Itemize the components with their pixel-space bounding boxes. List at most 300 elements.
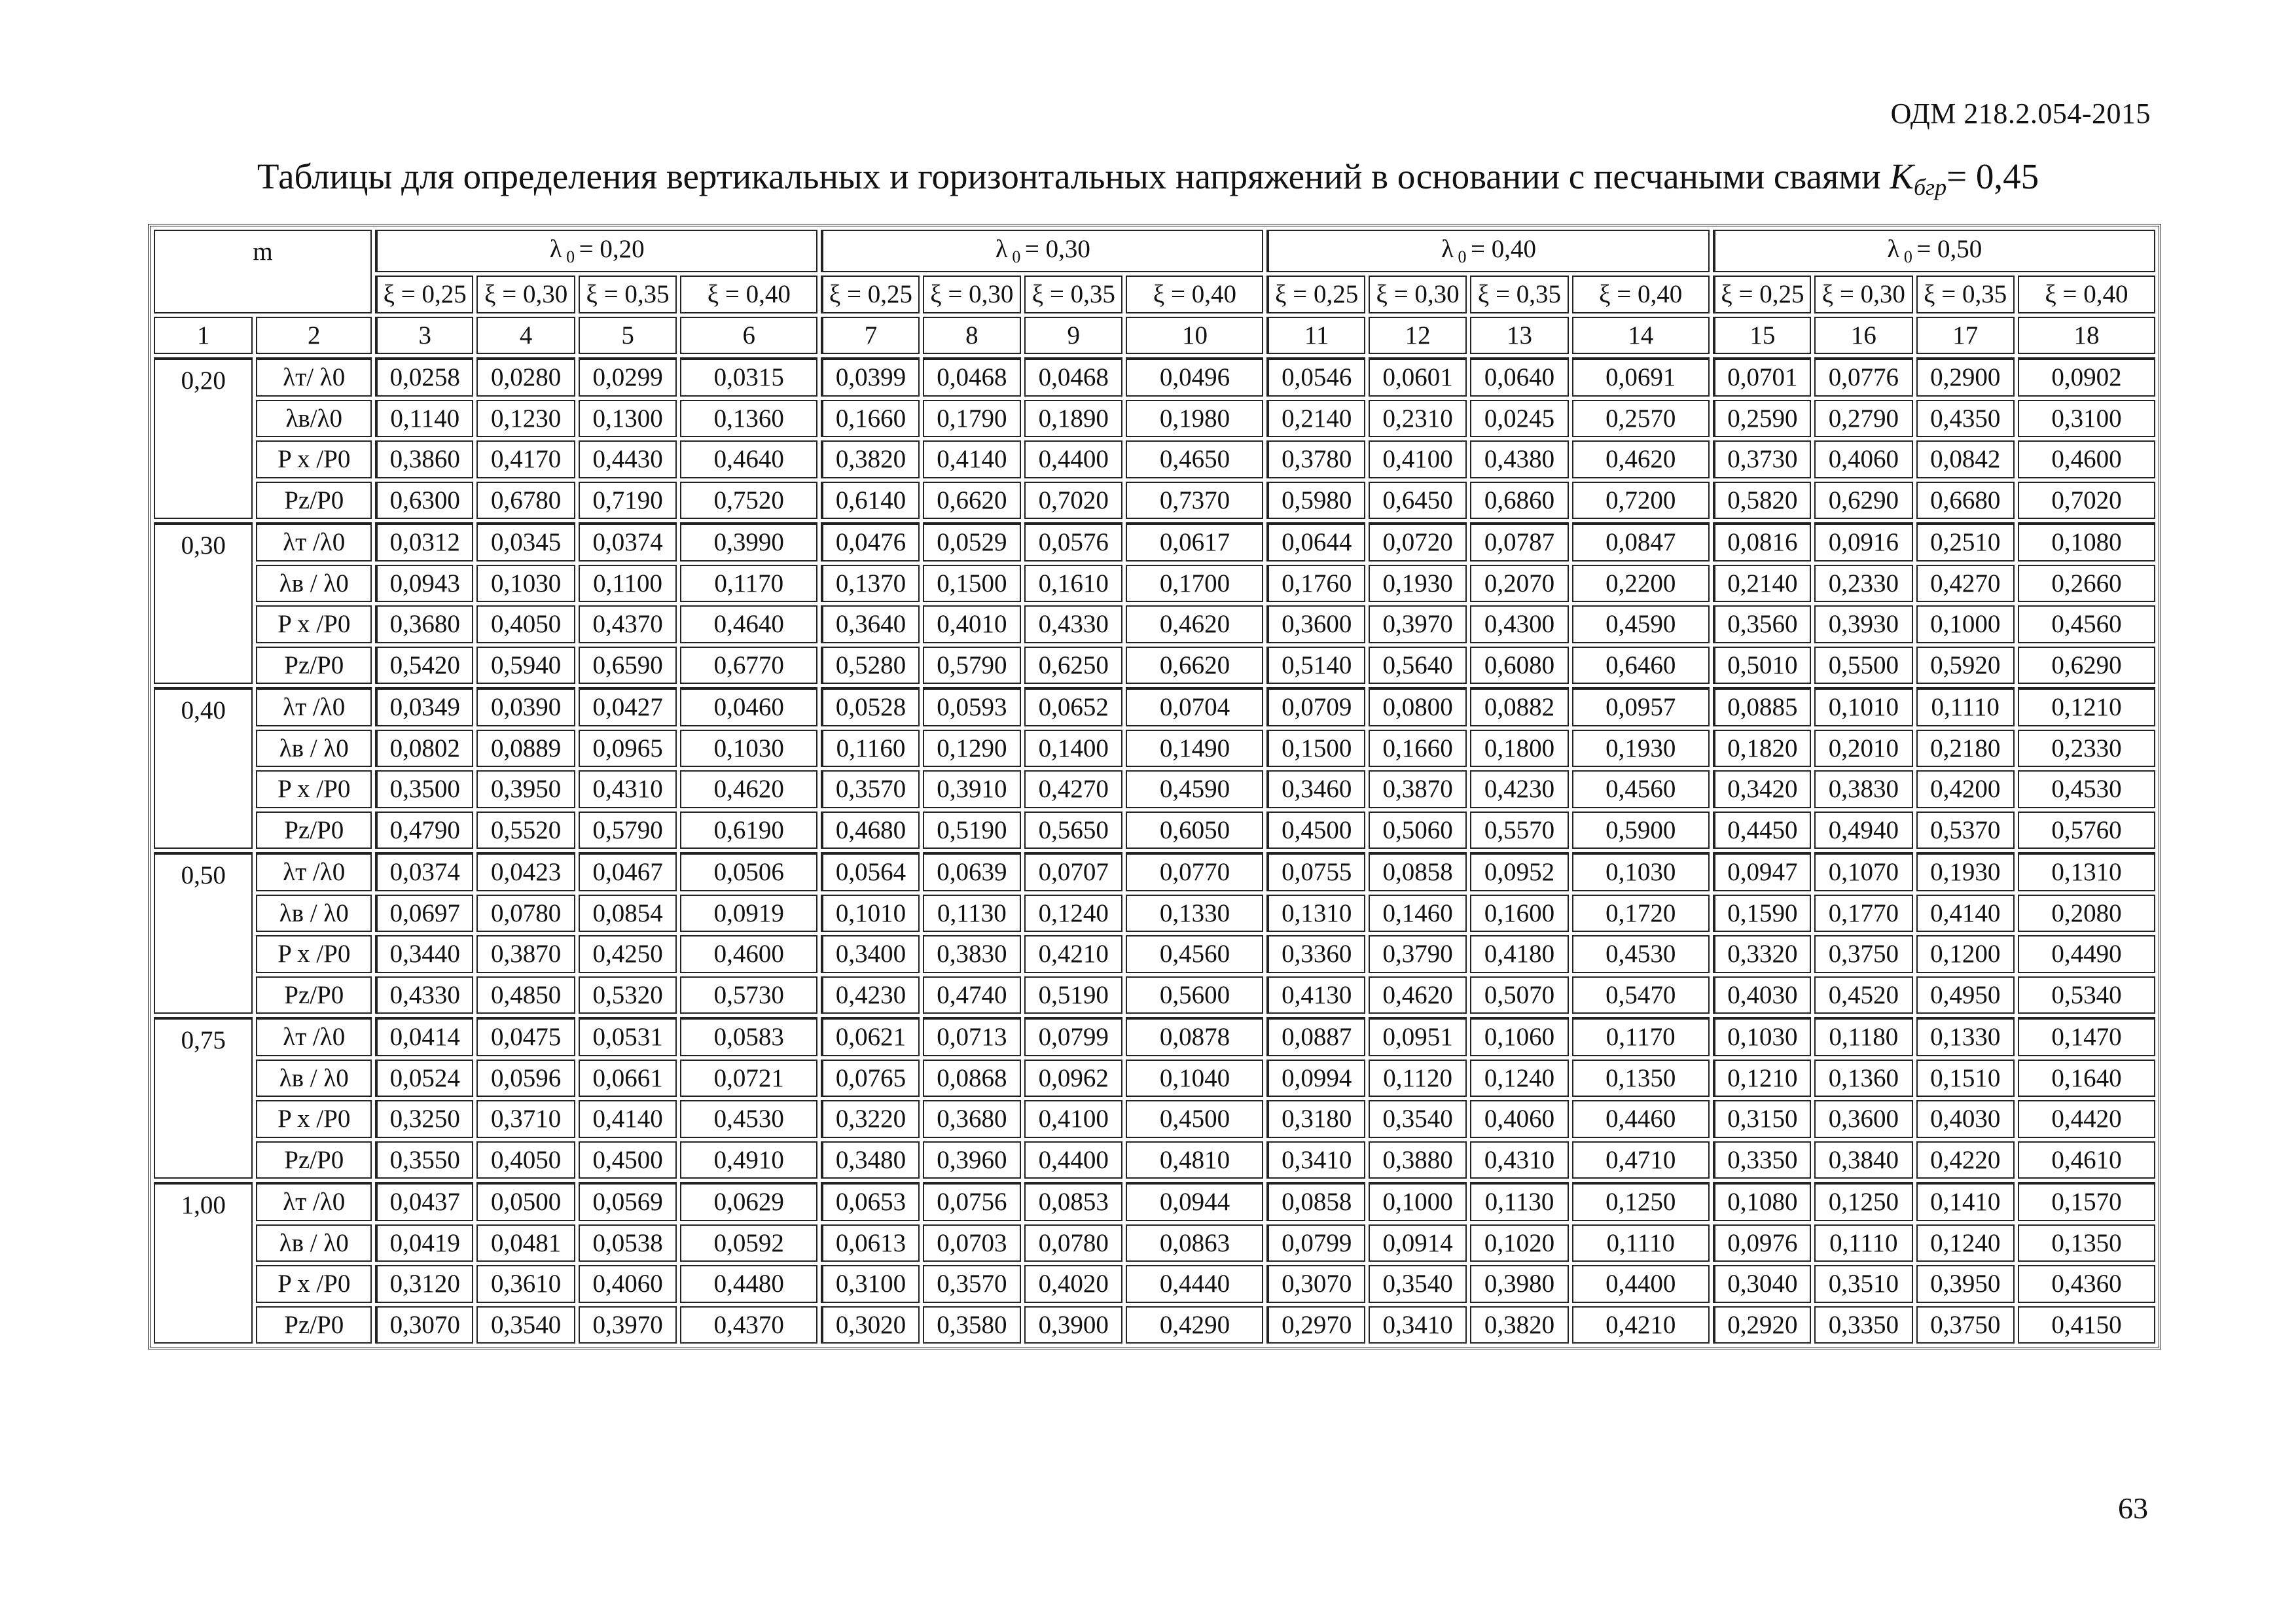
value-cell: 0,1640 <box>2018 1060 2155 1097</box>
row-label-cell: Pz/P0 <box>256 647 372 684</box>
column-number-cell: 8 <box>923 317 1021 354</box>
value-cell: 0,0902 <box>2018 357 2155 397</box>
value-cell: 0,3820 <box>1470 1306 1568 1344</box>
value-cell: 0,3100 <box>2018 400 2155 437</box>
value-cell: 0,4360 <box>2018 1265 2155 1302</box>
lambda-group-value: = 0,50 <box>1916 235 1982 264</box>
xi-header-cell: ξ = 0,35 <box>1470 276 1568 313</box>
lambda-group-header <box>821 230 1263 272</box>
m-value-cell: 0,75 <box>154 1017 253 1179</box>
value-cell: 0,6190 <box>680 812 817 849</box>
value-cell: 0,1140 <box>375 400 473 437</box>
value-cell: 0,4010 <box>923 605 1021 643</box>
value-cell: 0,3480 <box>821 1141 919 1179</box>
value-cell: 0,0644 <box>1266 522 1365 562</box>
row-label-cell: λв/λ0 <box>256 400 372 437</box>
value-cell: 0,0639 <box>923 852 1021 891</box>
value-cell: 0,3360 <box>1266 935 1365 972</box>
value-cell: 0,0847 <box>1572 522 1710 562</box>
value-cell: 0,0962 <box>1024 1060 1122 1097</box>
value-cell: 0,3320 <box>1713 935 1811 972</box>
value-cell: 0,0878 <box>1126 1017 1263 1056</box>
value-cell: 0,5790 <box>579 812 677 849</box>
table-row <box>154 1265 2155 1302</box>
table-row <box>154 605 2155 643</box>
value-cell: 0,4330 <box>375 976 473 1014</box>
value-cell: 0,0707 <box>1024 852 1122 891</box>
value-cell: 0,2590 <box>1713 400 1811 437</box>
value-cell: 0,0299 <box>579 357 677 397</box>
value-cell: 0,2140 <box>1713 565 1811 602</box>
value-cell: 0,2310 <box>1369 400 1467 437</box>
value-cell: 0,1350 <box>1572 1060 1710 1097</box>
row-label-cell: P x /P0 <box>256 1265 372 1302</box>
value-cell: 0,1330 <box>1126 895 1263 932</box>
value-cell: 0,0390 <box>476 687 575 726</box>
value-cell: 0,6860 <box>1470 482 1568 519</box>
column-number-cell: 4 <box>476 317 575 354</box>
value-cell: 0,3250 <box>375 1100 473 1137</box>
value-cell: 0,3910 <box>923 770 1021 808</box>
value-cell: 0,0709 <box>1266 687 1365 726</box>
value-cell: 0,1610 <box>1024 565 1122 602</box>
value-cell: 0,3550 <box>375 1141 473 1179</box>
value-cell: 0,0601 <box>1369 357 1467 397</box>
value-cell: 0,2510 <box>1916 522 2015 562</box>
value-cell: 0,1770 <box>1814 895 1912 932</box>
value-cell: 0,4150 <box>2018 1306 2155 1344</box>
k-coefficient-value: = 0,45 <box>1946 156 2039 196</box>
value-cell: 0,1130 <box>1470 1182 1568 1221</box>
value-cell: 0,1500 <box>923 565 1021 602</box>
value-cell: 0,3410 <box>1369 1306 1467 1344</box>
value-cell: 0,4620 <box>1369 976 1467 1014</box>
value-cell: 0,0887 <box>1266 1017 1365 1056</box>
value-cell: 0,3540 <box>1369 1100 1467 1137</box>
value-cell: 0,4230 <box>821 976 919 1014</box>
value-cell: 0,5730 <box>680 976 817 1014</box>
value-cell: 0,1350 <box>2018 1224 2155 1262</box>
value-cell: 0,5650 <box>1024 812 1122 849</box>
table-row <box>154 730 2155 767</box>
value-cell: 0,3640 <box>821 605 919 643</box>
value-cell: 0,0569 <box>579 1182 677 1221</box>
value-cell: 0,0919 <box>680 895 817 932</box>
value-cell: 0,3540 <box>1369 1265 1467 1302</box>
value-cell: 0,1370 <box>821 565 919 602</box>
value-cell: 0,0842 <box>1916 440 2015 478</box>
value-cell: 0,3600 <box>1814 1100 1912 1137</box>
value-cell: 0,4420 <box>2018 1100 2155 1137</box>
row-label-cell: P x /P0 <box>256 440 372 478</box>
value-cell: 0,3040 <box>1713 1265 1811 1302</box>
xi-header-cell: ξ = 0,25 <box>1266 276 1365 313</box>
value-cell: 0,0280 <box>476 357 575 397</box>
value-cell: 0,0506 <box>680 852 817 891</box>
value-cell: 0,3540 <box>476 1306 575 1344</box>
value-cell: 0,2660 <box>2018 565 2155 602</box>
value-cell: 0,4500 <box>579 1141 677 1179</box>
value-cell: 0,1310 <box>1266 895 1365 932</box>
value-cell: 0,0853 <box>1024 1182 1122 1221</box>
value-cell: 0,1070 <box>1814 852 1912 891</box>
value-cell: 0,1250 <box>1572 1182 1710 1221</box>
header-row-xi <box>154 276 2155 313</box>
table-row <box>154 812 2155 849</box>
value-cell: 0,5500 <box>1814 647 1912 684</box>
value-cell: 0,3350 <box>1814 1306 1912 1344</box>
table-row <box>154 357 2155 397</box>
value-cell: 0,3990 <box>680 522 817 562</box>
value-cell: 0,5600 <box>1126 976 1263 1014</box>
row-label-cell: λт /λ0 <box>256 1017 372 1056</box>
value-cell: 0,0780 <box>1024 1224 1122 1262</box>
value-cell: 0,4050 <box>476 1141 575 1179</box>
value-cell: 0,0475 <box>476 1017 575 1056</box>
value-cell: 0,1930 <box>1369 565 1467 602</box>
value-cell: 0,4530 <box>2018 770 2155 808</box>
value-cell: 0,4680 <box>821 812 919 849</box>
value-cell: 0,1410 <box>1916 1182 2015 1221</box>
value-cell: 0,6780 <box>476 482 575 519</box>
xi-header-cell: ξ = 0,25 <box>375 276 473 313</box>
value-cell: 0,3180 <box>1266 1100 1365 1137</box>
value-cell: 0,0858 <box>1369 852 1467 891</box>
value-cell: 0,0914 <box>1369 1224 1467 1262</box>
row-label-cell: λв / λ0 <box>256 895 372 932</box>
lambda-group-header <box>375 230 817 272</box>
value-cell: 0,5190 <box>923 812 1021 849</box>
value-cell: 0,0721 <box>680 1060 817 1097</box>
value-cell: 0,3930 <box>1814 605 1912 643</box>
lambda-subscript: 0 <box>562 247 579 267</box>
value-cell: 0,3510 <box>1814 1265 1912 1302</box>
value-cell: 0,0976 <box>1713 1224 1811 1262</box>
value-cell: 0,5280 <box>821 647 919 684</box>
value-cell: 0,0802 <box>375 730 473 767</box>
value-cell: 0,3440 <box>375 935 473 972</box>
value-cell: 0,4060 <box>1470 1100 1568 1137</box>
value-cell: 0,5470 <box>1572 976 1710 1014</box>
value-cell: 0,4370 <box>579 605 677 643</box>
value-cell: 0,1460 <box>1369 895 1467 932</box>
xi-header-cell: ξ = 0,40 <box>1572 276 1710 313</box>
value-cell: 0,1130 <box>923 895 1021 932</box>
row-label-cell: λв / λ0 <box>256 1060 372 1097</box>
value-cell: 0,4140 <box>923 440 1021 478</box>
value-cell: 0,4200 <box>1916 770 2015 808</box>
value-cell: 0,0770 <box>1126 852 1263 891</box>
value-cell: 0,1930 <box>1572 730 1710 767</box>
value-cell: 0,6050 <box>1126 812 1263 849</box>
value-cell: 0,1170 <box>680 565 817 602</box>
xi-header-cell: ξ = 0,40 <box>680 276 817 313</box>
value-cell: 0,0437 <box>375 1182 473 1221</box>
table-row <box>154 440 2155 478</box>
value-cell: 0,2140 <box>1266 400 1365 437</box>
value-cell: 0,3980 <box>1470 1265 1568 1302</box>
value-cell: 0,0524 <box>375 1060 473 1097</box>
column-number-cell: 3 <box>375 317 473 354</box>
column-number-cell: 17 <box>1916 317 2015 354</box>
value-cell: 0,0576 <box>1024 522 1122 562</box>
value-cell: 0,7020 <box>1024 482 1122 519</box>
xi-header-cell: ξ = 0,40 <box>1126 276 1263 313</box>
value-cell: 0,0756 <box>923 1182 1021 1221</box>
value-cell: 0,2180 <box>1916 730 2015 767</box>
value-cell: 0,3780 <box>1266 440 1365 478</box>
value-cell: 0,1310 <box>2018 852 2155 891</box>
table-row <box>154 522 2155 562</box>
value-cell: 0,5070 <box>1470 976 1568 1014</box>
value-cell: 0,4520 <box>1814 976 1912 1014</box>
value-cell: 0,6290 <box>2018 647 2155 684</box>
value-cell: 0,6770 <box>680 647 817 684</box>
value-cell: 0,6680 <box>1916 482 2015 519</box>
value-cell: 0,4740 <box>923 976 1021 1014</box>
value-cell: 0,0315 <box>680 357 817 397</box>
value-cell: 0,1250 <box>1814 1182 1912 1221</box>
value-cell: 0,1080 <box>2018 522 2155 562</box>
value-cell: 0,1010 <box>821 895 919 932</box>
value-cell: 0,4300 <box>1470 605 1568 643</box>
value-cell: 0,1010 <box>1814 687 1912 726</box>
lambda-subscript: 0 <box>1007 247 1025 267</box>
value-cell: 0,4310 <box>1470 1141 1568 1179</box>
value-cell: 0,0583 <box>680 1017 817 1056</box>
value-cell: 0,4230 <box>1470 770 1568 808</box>
value-cell: 0,3970 <box>579 1306 677 1344</box>
value-cell: 0,4140 <box>579 1100 677 1137</box>
table-row <box>154 1060 2155 1097</box>
value-cell: 0,4210 <box>1024 935 1122 972</box>
column-number-cell: 18 <box>2018 317 2155 354</box>
value-cell: 0,4590 <box>1126 770 1263 808</box>
value-cell: 0,0889 <box>476 730 575 767</box>
value-cell: 0,0427 <box>579 687 677 726</box>
value-cell: 0,3710 <box>476 1100 575 1137</box>
value-cell: 0,2900 <box>1916 357 2015 397</box>
value-cell: 0,1080 <box>1713 1182 1811 1221</box>
value-cell: 0,3460 <box>1266 770 1365 808</box>
value-cell: 0,0468 <box>923 357 1021 397</box>
value-cell: 0,1300 <box>579 400 677 437</box>
value-cell: 0,4480 <box>680 1265 817 1302</box>
value-cell: 0,1160 <box>821 730 919 767</box>
value-cell: 0,5820 <box>1713 482 1811 519</box>
value-cell: 0,4530 <box>1572 935 1710 972</box>
value-cell: 0,3500 <box>375 770 473 808</box>
value-cell: 0,1930 <box>1916 852 2015 891</box>
value-cell: 0,0951 <box>1369 1017 1467 1056</box>
value-cell: 0,0593 <box>923 687 1021 726</box>
value-cell: 0,4560 <box>1572 770 1710 808</box>
table-row <box>154 770 2155 808</box>
value-cell: 0,4050 <box>476 605 575 643</box>
table-row <box>154 1182 2155 1221</box>
m-value-cell: 1,00 <box>154 1182 253 1344</box>
value-cell: 0,4030 <box>1916 1100 2015 1137</box>
value-cell: 0,0349 <box>375 687 473 726</box>
value-cell: 0,3680 <box>923 1100 1021 1137</box>
value-cell: 0,0713 <box>923 1017 1021 1056</box>
value-cell: 0,4130 <box>1266 976 1365 1014</box>
value-cell: 0,6300 <box>375 482 473 519</box>
lambda-group-header <box>1713 230 2155 272</box>
value-cell: 0,5060 <box>1369 812 1467 849</box>
row-label-cell: λт /λ0 <box>256 522 372 562</box>
value-cell: 0,4560 <box>2018 605 2155 643</box>
xi-header-cell: ξ = 0,35 <box>1024 276 1122 313</box>
value-cell: 0,0399 <box>821 357 919 397</box>
xi-header-cell: ξ = 0,30 <box>1369 276 1467 313</box>
value-cell: 0,3870 <box>476 935 575 972</box>
xi-header-cell: ξ = 0,30 <box>476 276 575 313</box>
value-cell: 0,1400 <box>1024 730 1122 767</box>
table-row <box>154 400 2155 437</box>
value-cell: 0,1020 <box>1470 1224 1568 1262</box>
table-row <box>154 1100 2155 1137</box>
value-cell: 0,5190 <box>1024 976 1122 1014</box>
lambda-group-value: = 0,40 <box>1471 235 1537 264</box>
value-cell: 0,7020 <box>2018 482 2155 519</box>
value-cell: 0,0629 <box>680 1182 817 1221</box>
value-cell: 0,0799 <box>1266 1224 1365 1262</box>
value-cell: 0,6250 <box>1024 647 1122 684</box>
value-cell: 0,2070 <box>1470 565 1568 602</box>
value-cell: 0,4370 <box>680 1306 817 1344</box>
value-cell: 0,4400 <box>1024 1141 1122 1179</box>
row-label-cell: Pz/P0 <box>256 1141 372 1179</box>
table-row <box>154 895 2155 932</box>
column-number-cell: 15 <box>1713 317 1811 354</box>
k-coefficient-subscript: бгр <box>1913 174 1947 200</box>
value-cell: 0,3410 <box>1266 1141 1365 1179</box>
value-cell: 0,1890 <box>1024 400 1122 437</box>
value-cell: 0,4330 <box>1024 605 1122 643</box>
value-cell: 0,6620 <box>1126 647 1263 684</box>
page-title-text: Таблицы для определения вертикальных и горизонтальных напряжений в основании с песчаными сваями <box>257 156 1881 196</box>
value-cell: 0,1040 <box>1126 1060 1263 1097</box>
value-cell: 0,5570 <box>1470 812 1568 849</box>
value-cell: 0,0704 <box>1126 687 1263 726</box>
value-cell: 0,0765 <box>821 1060 919 1097</box>
value-cell: 0,4400 <box>1024 440 1122 478</box>
value-cell: 0,0994 <box>1266 1060 1365 1097</box>
value-cell: 0,3750 <box>1916 1306 2015 1344</box>
value-cell: 0,0854 <box>579 895 677 932</box>
value-cell: 0,4810 <box>1126 1141 1263 1179</box>
value-cell: 0,3830 <box>923 935 1021 972</box>
value-cell: 0,2920 <box>1713 1306 1811 1344</box>
value-cell: 0,4650 <box>1126 440 1263 478</box>
value-cell: 0,3680 <box>375 605 473 643</box>
value-cell: 0,3820 <box>821 440 919 478</box>
row-label-cell: P x /P0 <box>256 935 372 972</box>
value-cell: 0,4500 <box>1266 812 1365 849</box>
value-cell: 0,7200 <box>1572 482 1710 519</box>
value-cell: 0,5320 <box>579 976 677 1014</box>
value-cell: 0,4100 <box>1024 1100 1122 1137</box>
stress-table <box>148 224 2161 1349</box>
xi-header-cell: ξ = 0,40 <box>2018 276 2155 313</box>
header-row-lambda <box>154 230 2155 272</box>
table-row <box>154 935 2155 972</box>
column-number-cell: 14 <box>1572 317 1710 354</box>
value-cell: 0,0787 <box>1470 522 1568 562</box>
value-cell: 0,3610 <box>476 1265 575 1302</box>
value-cell: 0,3970 <box>1369 605 1467 643</box>
value-cell: 0,4590 <box>1572 605 1710 643</box>
value-cell: 0,4270 <box>1916 565 2015 602</box>
value-cell: 0,1210 <box>2018 687 2155 726</box>
value-cell: 0,4460 <box>1572 1100 1710 1137</box>
value-cell: 0,0858 <box>1266 1182 1365 1221</box>
value-cell: 0,0882 <box>1470 687 1568 726</box>
value-cell: 0,0885 <box>1713 687 1811 726</box>
value-cell: 0,0481 <box>476 1224 575 1262</box>
value-cell: 0,5920 <box>1916 647 2015 684</box>
m-value-cell: 0,50 <box>154 852 253 1014</box>
lambda-symbol: λ <box>1441 235 1454 264</box>
lambda-group-value: = 0,20 <box>579 235 645 264</box>
value-cell: 0,1030 <box>1572 852 1710 891</box>
value-cell: 0,1790 <box>923 400 1021 437</box>
value-cell: 0,5940 <box>476 647 575 684</box>
value-cell: 0,3420 <box>1713 770 1811 808</box>
value-cell: 0,2200 <box>1572 565 1710 602</box>
value-cell: 0,4940 <box>1814 812 1912 849</box>
value-cell: 0,2570 <box>1572 400 1710 437</box>
value-cell: 0,4270 <box>1024 770 1122 808</box>
m-value-cell: 0,20 <box>154 357 253 519</box>
value-cell: 0,4400 <box>1572 1265 1710 1302</box>
value-cell: 0,0780 <box>476 895 575 932</box>
value-cell: 0,0652 <box>1024 687 1122 726</box>
value-cell: 0,5010 <box>1713 647 1811 684</box>
value-cell: 0,1590 <box>1713 895 1811 932</box>
row-label-cell: Pz/P0 <box>256 812 372 849</box>
value-cell: 0,0965 <box>579 730 677 767</box>
xi-header-cell: ξ = 0,25 <box>821 276 919 313</box>
value-cell: 0,0703 <box>923 1224 1021 1262</box>
value-cell: 0,1030 <box>680 730 817 767</box>
value-cell: 0,3860 <box>375 440 473 478</box>
row-label-cell: λв / λ0 <box>256 730 372 767</box>
xi-header-cell: ξ = 0,25 <box>1713 276 1811 313</box>
value-cell: 0,0800 <box>1369 687 1467 726</box>
table-row <box>154 1141 2155 1179</box>
value-cell: 0,0529 <box>923 522 1021 562</box>
value-cell: 0,3220 <box>821 1100 919 1137</box>
value-cell: 0,6290 <box>1814 482 1912 519</box>
value-cell: 0,1110 <box>1916 687 2015 726</box>
value-cell: 0,1470 <box>2018 1017 2155 1056</box>
column-number-cell: 6 <box>680 317 817 354</box>
value-cell: 0,4610 <box>2018 1141 2155 1179</box>
value-cell: 0,3070 <box>1266 1265 1365 1302</box>
value-cell: 0,1240 <box>1916 1224 2015 1262</box>
value-cell: 0,4950 <box>1916 976 2015 1014</box>
value-cell: 0,4500 <box>1126 1100 1263 1137</box>
value-cell: 0,0546 <box>1266 357 1365 397</box>
value-cell: 0,7520 <box>680 482 817 519</box>
row-label-cell: λт /λ0 <box>256 687 372 726</box>
value-cell: 0,1980 <box>1126 400 1263 437</box>
value-cell: 0,0468 <box>1024 357 1122 397</box>
value-cell: 0,4140 <box>1916 895 2015 932</box>
value-cell: 0,0863 <box>1126 1224 1263 1262</box>
